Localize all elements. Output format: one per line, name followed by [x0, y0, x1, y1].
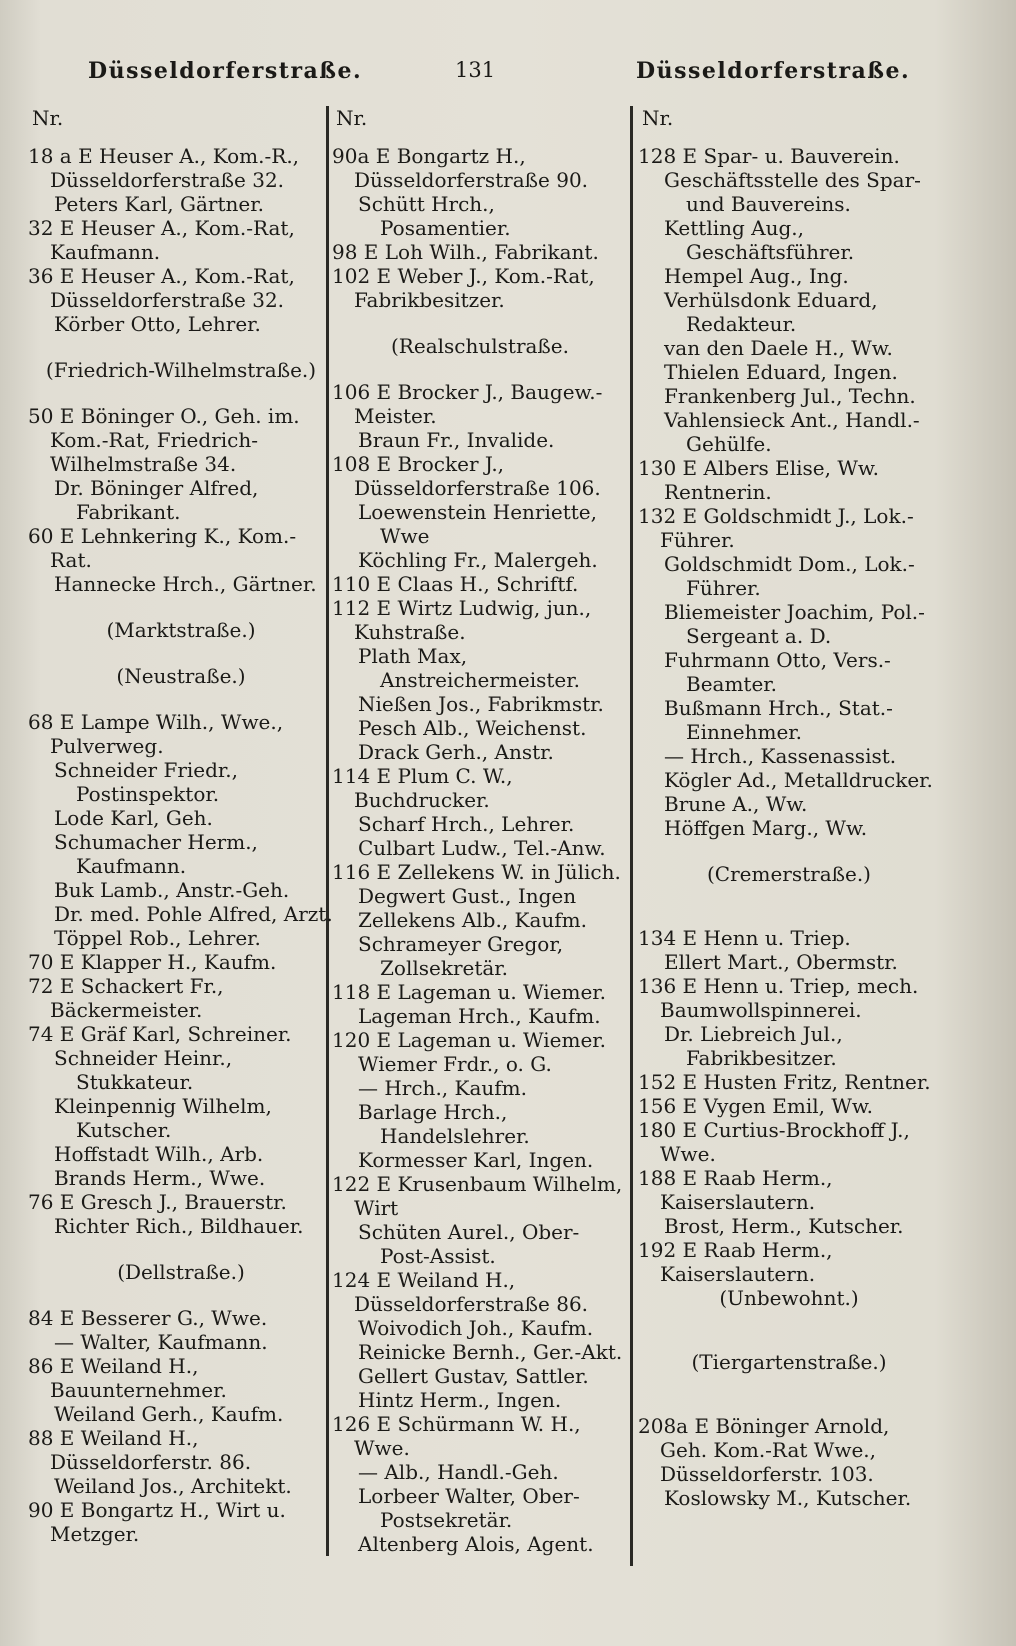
spacer — [28, 336, 334, 358]
street-heading: (Unbewohnt.) — [719, 1286, 859, 1310]
resident-entry: Dr. Liebreich Jul., Fabrikbesitzer. — [664, 1022, 843, 1070]
resident-entry: Schrameyer Gregor, Zollsekretär. — [358, 932, 564, 980]
resident-entry: Verhülsdonk Eduard, Redakteur. — [664, 288, 878, 336]
street-heading: (Tiergartenstraße.) — [691, 1350, 887, 1374]
resident-entry: Kleinpennig Wilhelm, Kutscher. — [54, 1094, 272, 1142]
house-entry: 132 E Goldschmidt J., Lok.-Führer. — [638, 504, 914, 552]
resident-entry: Thielen Eduard, Ingen. — [664, 360, 898, 384]
spacer — [638, 1374, 940, 1414]
house-entry: 114 E Plum C. W., Buchdrucker. — [332, 764, 513, 812]
resident-entry: Drack Gerh., Anstr. — [358, 740, 554, 764]
street-heading: (Neustraße.) — [116, 664, 246, 688]
resident-entry: — Alb., Handl.-Geh. — [358, 1460, 559, 1484]
house-entry: 110 E Claas H., Schriftf. — [332, 572, 579, 596]
house-entry: 118 E Lageman u. Wiemer. — [332, 980, 607, 1004]
house-entry: 128 E Spar- u. Bauverein. — [638, 144, 900, 168]
house-entry: 136 E Henn u. Triep, mech. Baumwollspinnerei. — [638, 974, 919, 1022]
resident-entry: Plath Max, Anstreichermeister. — [358, 644, 580, 692]
resident-entry: — Walter, Kaufmann. — [54, 1330, 268, 1354]
column-rule — [630, 106, 633, 1566]
resident-entry: Schütt Hrch., Posamentier. — [358, 192, 511, 240]
resident-entry: Braun Fr., Invalide. — [358, 428, 555, 452]
resident-entry: Körber Otto, Lehrer. — [54, 312, 261, 336]
resident-entry: Kögler Ad., Metalldrucker. — [664, 768, 933, 792]
resident-entry: Brost, Herm., Kutscher. — [664, 1214, 904, 1238]
house-entry: 120 E Lageman u. Wiemer. — [332, 1028, 607, 1052]
house-entry: 36 E Heuser A., Kom.-Rat, Düsseldorferstraße 32. — [28, 264, 295, 312]
resident-entry: Buk Lamb., Anstr.-Geh. — [54, 878, 290, 902]
house-entry: 98 E Loh Wilh., Fabrikant. — [332, 240, 599, 264]
house-entry: 72 E Schackert Fr., Bäckermeister. — [28, 974, 224, 1022]
street-heading: (Friedrich-Wilhelmstraße.) — [45, 358, 317, 382]
column-number-label: Nr. — [32, 106, 64, 130]
resident-entry: Lageman Hrch., Kaufm. — [358, 1004, 601, 1028]
spacer — [638, 886, 940, 926]
resident-entry: Zellekens Alb., Kaufm. — [358, 908, 588, 932]
resident-entry: Schumacher Herm., Kaufmann. — [54, 830, 258, 878]
spacer — [638, 840, 940, 862]
resident-entry: — Hrch., Kaufm. — [358, 1076, 527, 1100]
house-entry: 130 E Albers Elise, Ww. — [638, 456, 880, 480]
column-2 — [332, 106, 628, 1556]
resident-entry: Hintz Herm., Ingen. — [358, 1388, 562, 1412]
house-entry: 68 E Lampe Wilh., Wwe., Pulverweg. — [28, 710, 284, 758]
resident-entry: Goldschmidt Dom., Lok.-Führer. — [664, 552, 915, 600]
resident-entry: Töppel Rob., Lehrer. — [54, 926, 261, 950]
spacer — [28, 382, 334, 404]
resident-entry: Ellert Mart., Obermstr. — [664, 950, 898, 974]
resident-entry: Wiemer Frdr., o. G. — [358, 1052, 552, 1076]
resident-entry: Culbart Ludw., Tel.-Anw. — [358, 836, 606, 860]
resident-entry: Rentnerin. — [664, 480, 772, 504]
spacer — [28, 1284, 334, 1306]
resident-entry: Brands Herm., Wwe. — [54, 1166, 266, 1190]
resident-entry: Scharf Hrch., Lehrer. — [358, 812, 575, 836]
resident-entry: — Hrch., Kassenassist. — [664, 744, 897, 768]
resident-entry: Brune A., Ww. — [664, 792, 808, 816]
resident-entry: Lode Karl, Geh. — [54, 806, 213, 830]
resident-entry: Frankenberg Jul., Techn. — [664, 384, 916, 408]
resident-entry: Weiland Jos., Architekt. — [54, 1474, 292, 1498]
house-entry: 70 E Klapper H., Kaufm. — [28, 950, 277, 974]
resident-entry: Bußmann Hrch., Stat.-Einnehmer. — [664, 696, 893, 744]
resident-entry: Kormesser Karl, Ingen. — [358, 1148, 594, 1172]
resident-entry: Weiland Gerh., Kaufm. — [54, 1402, 284, 1426]
resident-entry: van den Daele H., Ww. — [664, 336, 893, 360]
house-entry: 74 E Gräf Karl, Schreiner. — [28, 1022, 292, 1046]
spacer — [28, 1238, 334, 1260]
resident-entry: Schneider Friedr., Postinspektor. — [54, 758, 239, 806]
house-entry: 90 E Bongartz H., Wirt u. Metzger. — [28, 1498, 286, 1546]
resident-entry: Barlage Hrch., Handelslehrer. — [358, 1100, 530, 1148]
spacer — [332, 358, 628, 380]
resident-entry: Vahlensieck Ant., Handl.-Gehülfe. — [664, 408, 920, 456]
resident-entry: Köchling Fr., Malergeh. — [358, 548, 598, 572]
house-entry: 124 E Weiland H., Düsseldorferstraße 86. — [332, 1268, 589, 1316]
house-entry: 60 E Lehnkering K., Kom.-Rat. — [28, 524, 297, 572]
house-entry: 192 E Raab Herm., Kaiserslautern. — [638, 1238, 833, 1286]
house-entry: 156 E Vygen Emil, Ww. — [638, 1094, 874, 1118]
column-3 — [638, 106, 940, 1510]
resident-entry: Degwert Gust., Ingen — [358, 884, 577, 908]
house-entry: 84 E Besserer G., Wwe. — [28, 1306, 268, 1330]
spacer — [28, 596, 334, 618]
page-number: 131 — [455, 58, 496, 82]
running-header-right: Düsseldorferstraße. — [636, 58, 911, 84]
house-entry: 88 E Weiland H., Düsseldorferstr. 86. — [28, 1426, 252, 1474]
house-entry: 18 a E Heuser A., Kom.-R., Düsseldorferstraße 32. — [28, 144, 300, 192]
resident-entry: Peters Karl, Gärtner. — [54, 192, 264, 216]
house-entry: 86 E Weiland H., Bauunternehmer. — [28, 1354, 227, 1402]
resident-entry: Schneider Heinr., Stukkateur. — [54, 1046, 233, 1094]
resident-entry: Bliemeister Joachim, Pol.-Sergeant a. D. — [664, 600, 925, 648]
house-entry: 188 E Raab Herm., Kaiserslautern. — [638, 1166, 833, 1214]
house-entry: 122 E Krusenbaum Wilhelm, Wirt — [332, 1172, 623, 1220]
house-entry: 116 E Zellekens W. in Jülich. — [332, 860, 621, 884]
street-heading: (Realschulstraße. — [391, 334, 569, 358]
resident-entry: Gellert Gustav, Sattler. — [358, 1364, 589, 1388]
spacer — [28, 688, 334, 710]
house-entry: 32 E Heuser A., Kom.-Rat, Kaufmann. — [28, 216, 295, 264]
house-entry: 180 E Curtius-Brockhoff J., Wwe. — [638, 1118, 910, 1166]
street-heading: (Dellstraße.) — [117, 1260, 245, 1284]
column-number-label: Nr. — [336, 106, 368, 130]
house-entry: 112 E Wirtz Ludwig, jun., Kuhstraße. — [332, 596, 592, 644]
resident-entry: Hoffstadt Wilh., Arb. — [54, 1142, 264, 1166]
house-entry: 152 E Husten Fritz, Rentner. — [638, 1070, 931, 1094]
resident-entry: Richter Rich., Bildhauer. — [54, 1214, 304, 1238]
resident-entry: Dr. med. Pohle Alfred, Arzt. — [54, 902, 333, 926]
resident-entry: Geschäftsstelle des Spar- und Bauvereins. — [664, 168, 921, 216]
spacer — [332, 312, 628, 334]
running-header-left: Düsseldorferstraße. — [88, 58, 363, 84]
resident-entry: Fuhrmann Otto, Vers.-Beamter. — [664, 648, 891, 696]
spacer — [638, 1310, 940, 1350]
resident-entry: Hempel Aug., Ing. — [664, 264, 849, 288]
resident-entry: Dr. Böninger Alfred, Fabrikant. — [54, 476, 259, 524]
house-entry: 50 E Böninger O., Geh. im. Kom.-Rat, Friedrich-Wilhelmstraße 34. — [28, 404, 300, 476]
house-entry: 108 E Brocker J., Düsseldorferstraße 106. — [332, 452, 601, 500]
resident-entry: Woivodich Joh., Kaufm. — [358, 1316, 594, 1340]
resident-entry: Reinicke Bernh., Ger.-Akt. — [358, 1340, 623, 1364]
resident-entry: Lorbeer Walter, Ober-Postsekretär. — [358, 1484, 580, 1532]
resident-entry: Loewenstein Henriette, Wwe — [358, 500, 597, 548]
resident-entry: Höffgen Marg., Ww. — [664, 816, 868, 840]
house-entry: 76 E Gresch J., Brauerstr. — [28, 1190, 287, 1214]
spacer — [28, 642, 334, 664]
resident-entry: Altenberg Alois, Agent. — [358, 1532, 594, 1556]
house-entry: 134 E Henn u. Triep. — [638, 926, 851, 950]
street-heading: (Cremerstraße.) — [706, 862, 871, 886]
house-entry: 126 E Schürmann W. H., Wwe. — [332, 1412, 581, 1460]
house-entry: 90a E Bongartz H., Düsseldorferstraße 90. — [332, 144, 589, 192]
house-entry: 102 E Weber J., Kom.-Rat, Fabrikbesitzer. — [332, 264, 595, 312]
resident-entry: Schüten Aurel., Ober-Post-Assist. — [358, 1220, 580, 1268]
resident-entry: Pesch Alb., Weichenst. — [358, 716, 587, 740]
column-number-label: Nr. — [642, 106, 674, 130]
resident-entry: Nießen Jos., Fabrikmstr. — [358, 692, 604, 716]
house-entry: 208a E Böninger Arnold, Geh. Kom.-Rat Wwe., Düsseldorferstr. 103. — [638, 1414, 890, 1486]
column-1 — [28, 106, 334, 1546]
resident-entry: Hannecke Hrch., Gärtner. — [54, 572, 317, 596]
resident-entry: Kettling Aug., Geschäftsführer. — [664, 216, 855, 264]
house-entry: 106 E Brocker J., Baugew.-Meister. — [332, 380, 603, 428]
resident-entry: Koslowsky M., Kutscher. — [664, 1486, 912, 1510]
street-heading: (Marktstraße.) — [106, 618, 256, 642]
